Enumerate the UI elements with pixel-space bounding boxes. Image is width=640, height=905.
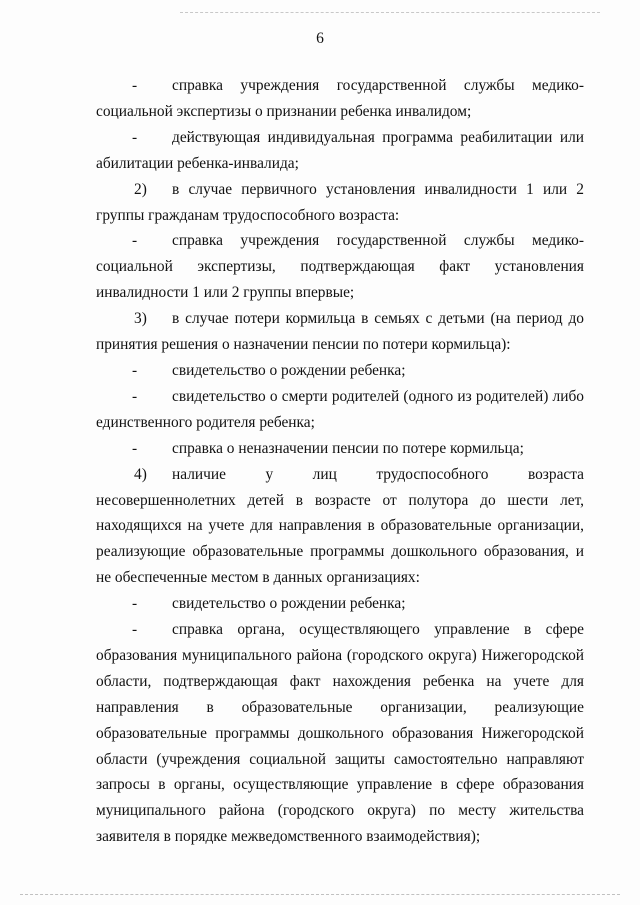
paragraph-text: справка органа, осуществляющего управление в сфере образования муниципального района (городского округа) Нижегородской области, подтверждающая факт нахождения ребенка на учете для направления в образовательные организации, реализующие образовательные программы дошкольного образования Нижегородской области (учреждения социальной защиты самостоятельно направляют запросы в органы, осуществляющие управление в сфере образования муниципального района (городского округа) по месту жительства заявителя в порядке межведомственного взаимодействия); xyxy=(96,621,584,846)
list-item-10 xyxy=(96,617,584,850)
list-item-1 xyxy=(96,125,584,177)
bullet-dash: - xyxy=(132,621,138,639)
page-number: 6 xyxy=(316,30,324,47)
paragraph-text: в случае потери кормильца в семьях с детьми (на период до принятия решения о назначении пенсии по потери кормильца): xyxy=(96,310,584,354)
item-number: 2) xyxy=(134,180,147,198)
paragraph-text: в случае первичного установления инвалидности 1 или 2 группы гражданам трудоспособного возраста: xyxy=(96,180,584,224)
bullet-dash: - xyxy=(132,77,138,94)
bullet-dash: - xyxy=(132,232,138,250)
bullet-dash: - xyxy=(132,361,138,379)
list-item-9 xyxy=(96,591,584,617)
paragraph-text: справка учреждения государственной службы медико-социальной экспертизы о признании ребенка инвалидом; xyxy=(96,77,584,120)
paragraph-text: справка о неназначении пенсии по потере кормильца; xyxy=(172,439,524,457)
paragraph-text: свидетельство о смерти родителей (одного из родителей) либо единственного родителя ребенка; xyxy=(96,387,584,431)
bullet-dash: - xyxy=(132,128,138,146)
numbered-item-2 xyxy=(96,177,584,229)
document-body xyxy=(96,73,584,850)
paragraph-text: действующая индивидуальная программа реабилитации или абилитации ребенка-инвалида; xyxy=(96,128,584,172)
list-item-0 xyxy=(96,73,584,125)
bullet-dash: - xyxy=(132,387,138,405)
item-number: 4) xyxy=(134,465,147,483)
bullet-dash: - xyxy=(132,439,138,457)
numbered-item-3 xyxy=(96,306,584,358)
bullet-dash: - xyxy=(132,595,138,613)
paragraph-text: свидетельство о рождении ребенка; xyxy=(172,361,406,379)
list-item-3 xyxy=(96,228,584,306)
paragraph-text: наличие у лиц трудоспособного возраста несовершеннолетних детей в возрасте от полутора до шести лет, находящихся на учете для направления в образовательные организации, реализующие образовательные программы дошкольного образования, и не обеспеченные местом в данных организациях: xyxy=(96,465,584,587)
list-item-5 xyxy=(96,358,584,384)
scan-artifact-top-line xyxy=(180,12,600,13)
scan-artifact-bottom-line xyxy=(20,894,620,895)
numbered-item-4 xyxy=(96,462,584,592)
item-number: 3) xyxy=(134,310,147,328)
paragraph-text: свидетельство о рождении ребенка; xyxy=(172,595,406,613)
list-item-6 xyxy=(96,384,584,436)
list-item-7 xyxy=(96,436,584,462)
paragraph-text: справка учреждения государственной службы медико-социальной экспертизы, подтверждающая факт установления инвалидности 1 или 2 группы впервые; xyxy=(96,232,584,302)
